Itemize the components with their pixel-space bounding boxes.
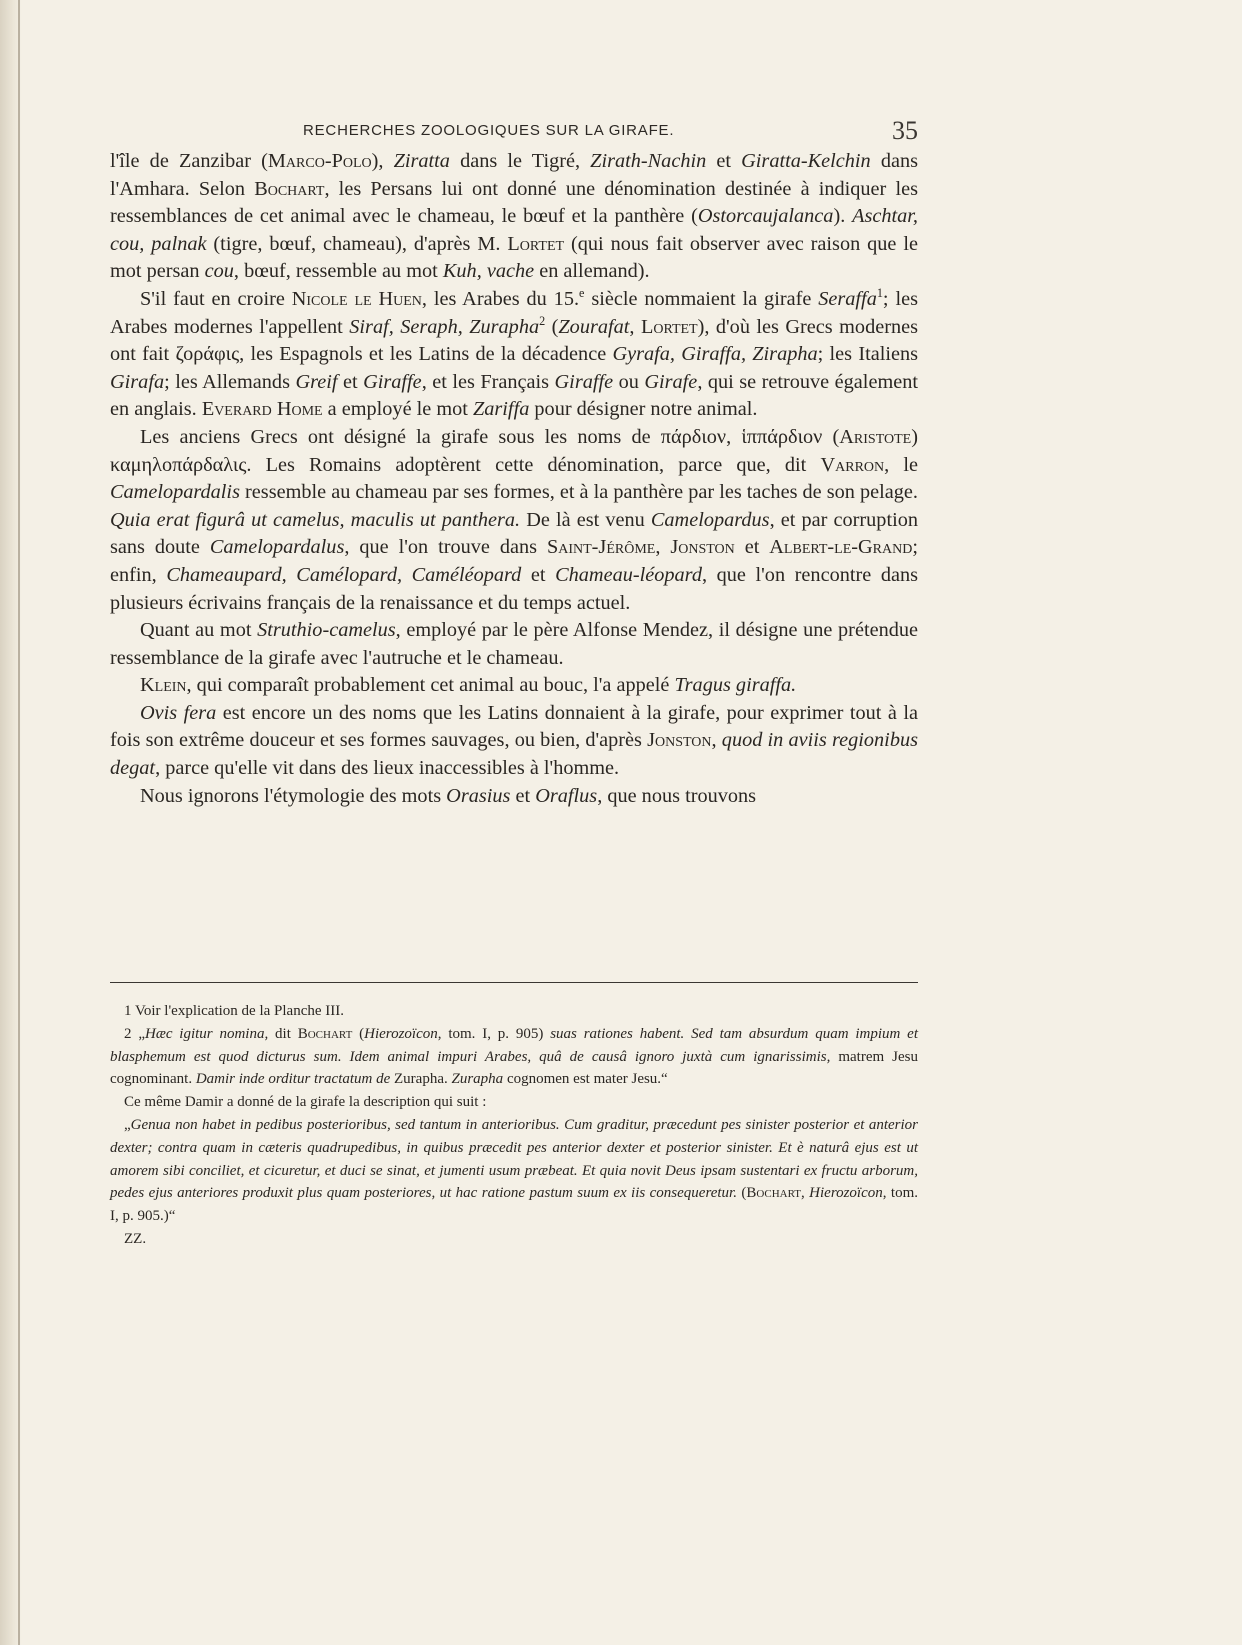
text-run: , que nous trouvons bbox=[597, 784, 757, 807]
text-run: , que l'on trouve dans bbox=[344, 536, 547, 559]
paragraph-6 bbox=[110, 700, 918, 783]
text-run: ; les Allemands bbox=[164, 370, 296, 393]
text-run: Les anciens Grecs ont désigné la girafe sous les noms de πάρδιον, ἱππάρδιον ( bbox=[140, 425, 840, 448]
footnote-1: 1 Voir l'explication de la Planche III. bbox=[124, 1003, 345, 1019]
text-run: matrem Jesu cognominant. bbox=[110, 1048, 918, 1088]
text-run: S'il faut en croire bbox=[140, 287, 292, 310]
latin-quote: quod in aviis regionibus degat bbox=[110, 729, 918, 780]
text-run: pour désigner notre animal. bbox=[529, 398, 758, 421]
text-run: ou bbox=[613, 370, 645, 393]
footnote-ref-1[interactable]: 1 bbox=[876, 286, 883, 301]
text-run: dans le Tigré, bbox=[449, 150, 591, 172]
term: Zirath-Nachin bbox=[590, 150, 707, 172]
term: Seraffa bbox=[818, 287, 877, 310]
author-name: Marco-Polo bbox=[267, 150, 372, 172]
latin-quote: Hæc igitur nomina, bbox=[144, 1025, 269, 1042]
signature-mark: ZZ. bbox=[124, 1230, 147, 1247]
latin-quote: suas rationes habent. Sed tam absurdum quam impium et blasphemum est quod dicturus sum. Idem animal impuri Arabes, quâ de causâ ignoro juxtà cum ignarissimis, bbox=[110, 1025, 919, 1065]
footnotes bbox=[110, 1000, 918, 1251]
term: Giraffe bbox=[363, 370, 422, 393]
text-run: cognomen est mater Jesu.“ bbox=[503, 1071, 668, 1088]
term: Oraflus bbox=[535, 784, 598, 807]
text-run: , les Arabes du 15. bbox=[421, 287, 580, 310]
text-run: , qui se retrouve également en anglais. bbox=[110, 370, 918, 421]
term: Gyrafa, Giraffa, Zirapha bbox=[612, 343, 818, 366]
term: Zariffa bbox=[472, 398, 530, 421]
text-run: , les Persans lui ont donné une dénomination destinée à indiquer les ressemblances de cet animal avec le chameau, le bœuf et la panthère ( bbox=[110, 177, 918, 228]
text-run: dit bbox=[268, 1025, 298, 1042]
text-run: , qui comparaît probablement cet animal au bouc, l'a appelé bbox=[186, 674, 675, 697]
text-run: , bbox=[629, 315, 641, 338]
author-name: Lortet bbox=[507, 232, 565, 255]
term: Orasius bbox=[446, 784, 511, 807]
text-run: (tigre, bœuf, chameau), d'après M. bbox=[206, 232, 508, 255]
author-name: Bochart bbox=[297, 1025, 353, 1042]
term: Girafe bbox=[644, 370, 698, 393]
latin-quote: Genua non habet in pedibus posterioribus, sed tantum in anterioribus. Cum graditur, præcedunt pes sinister posterior et anterior dexter; contra quam in cæteris quadrupedibus, in quibus præcedit pes anterior dexter et posterior sinister. Et è naturâ ejus est ut amorem sibi conciliet, et cicuretur, et duci se sinat, et jumenti usum præbeat. Et quia novit Deus ipsam sustentari ex fructu arborum, pedes ejus anteriores produxit plus quam posteriores, ut hac ratione pastum suum ex iis consequeretur. bbox=[110, 1116, 918, 1202]
footnote-quote bbox=[110, 1114, 918, 1228]
term: Ostorcaujalanca bbox=[697, 205, 834, 228]
text-run: et bbox=[734, 536, 770, 559]
text-run: , employé par le père Alfonse Mendez, il désigne une prétendue ressemblance de la girafe avec l'autruche et le chameau. bbox=[110, 619, 919, 669]
term: Giratta-Kelchin bbox=[741, 150, 871, 172]
text-run: et bbox=[337, 370, 364, 393]
term: Camelopardus bbox=[650, 508, 770, 531]
latin-quote: Damir inde orditur tractatum de bbox=[195, 1071, 391, 1088]
text-run: , bbox=[655, 536, 671, 559]
footnote-rule bbox=[110, 982, 918, 983]
text-run: et bbox=[706, 150, 742, 172]
author-name: Saint-Jérôme bbox=[546, 536, 656, 559]
paragraph-4 bbox=[110, 617, 918, 672]
term: Tragus giraffa. bbox=[674, 674, 797, 697]
text-run: ( bbox=[545, 315, 559, 338]
text-run: ( bbox=[736, 1185, 747, 1202]
footnote-text: Ce même Damir a donné de la girafe la description qui suit : bbox=[124, 1094, 487, 1111]
page-number: 35 bbox=[892, 116, 918, 145]
author-name: Jonston bbox=[670, 536, 735, 559]
text-run: ), bbox=[371, 150, 394, 172]
text-run: l'île de Zanzibar ( bbox=[110, 150, 268, 172]
text-run: , bœuf, ressemble au mot bbox=[233, 260, 443, 283]
text-run: , que l'on rencontre dans plusieurs écrivains français de la renaissance et du temps actuel. bbox=[110, 563, 919, 614]
text-run: 2 „ bbox=[124, 1025, 145, 1042]
author-name: Albert-le-Grand bbox=[769, 536, 913, 559]
paragraph-3 bbox=[110, 424, 918, 617]
running-head-title: RECHERCHES ZOOLOGIQUES SUR LA GIRAFE. bbox=[303, 122, 675, 139]
text-run: , parce qu'elle vit dans des lieux inaccessibles à l'homme. bbox=[155, 757, 620, 780]
term: Siraf, Seraph, Zurapha bbox=[349, 315, 540, 338]
text-run: en allemand). bbox=[534, 260, 650, 283]
author-name: Bochart bbox=[746, 1185, 801, 1202]
term: Camelopardalus bbox=[209, 536, 345, 559]
text-run: Quant au mot bbox=[140, 619, 258, 642]
text-run: ) καμηλοπάρδαλις. Les Romains adoptèrent cette dénomination, parce que, dit bbox=[110, 425, 918, 476]
author-name: Klein bbox=[140, 674, 187, 697]
paragraph-5 bbox=[110, 672, 918, 700]
term: Camelopardalis bbox=[110, 481, 240, 504]
text-run: , et par corruption sans doute bbox=[110, 508, 918, 559]
author-name: Nicole le Huen bbox=[291, 287, 422, 310]
term: cou bbox=[204, 260, 234, 283]
term: Kuh, vache bbox=[442, 260, 535, 283]
author-name: Bochart bbox=[254, 177, 325, 200]
term: Zurapha bbox=[451, 1071, 504, 1088]
author-name: Jonston bbox=[647, 729, 712, 752]
text-run: ( bbox=[352, 1025, 365, 1042]
text-run: ). bbox=[833, 205, 853, 228]
text-run: , bbox=[711, 729, 722, 752]
paragraph-2 bbox=[110, 286, 918, 424]
term: Aschtar, cou, palnak bbox=[110, 205, 918, 255]
text-run: ), d'où les Grecs modernes ont fait ζοράφις, les Espagnols et les Latins de la décadence bbox=[110, 315, 919, 366]
latin-quote: Quia erat figurâ ut camelus, maculis ut panthera. bbox=[110, 508, 521, 531]
book-title: Hierozoïcon bbox=[809, 1185, 883, 1202]
running-head bbox=[110, 116, 918, 146]
term: Chameau-léopard bbox=[555, 563, 702, 586]
binding-edge bbox=[18, 0, 20, 1645]
book-title: Hierozoïcon bbox=[364, 1025, 438, 1042]
term: Struthio-camelus bbox=[257, 619, 396, 642]
term: Ovis fera bbox=[140, 701, 217, 724]
text-run: Nous ignorons l'étymologie des mots bbox=[140, 784, 447, 807]
text-run: ; les Italiens bbox=[817, 343, 919, 366]
text-run: ressemble au chameau par ses formes, et à la panthère par les taches de son pelage. bbox=[239, 481, 918, 504]
text-run: ; enfin, bbox=[110, 536, 918, 586]
text-run: dans l'Amhara. Selon bbox=[110, 150, 919, 200]
paragraph-1 bbox=[110, 148, 918, 286]
text-run: , tom. I, p. 905) bbox=[437, 1025, 551, 1042]
footnote-ref-2[interactable]: 2 bbox=[539, 313, 546, 328]
text-run: et bbox=[521, 563, 556, 586]
text-run: , le bbox=[884, 453, 918, 476]
text-run: „ bbox=[124, 1116, 131, 1133]
text-run: , et les Français bbox=[421, 370, 555, 393]
term: Girafa bbox=[110, 370, 165, 393]
text-run: ; les Arabes modernes l'appellent bbox=[110, 287, 918, 338]
term: Ziratta bbox=[393, 150, 450, 172]
text-run: a employé le mot bbox=[322, 398, 473, 421]
author-name: Varron bbox=[820, 453, 885, 476]
author-name: Everard Home bbox=[201, 398, 323, 421]
superscript: e bbox=[579, 286, 585, 301]
text-run: Zurapha. bbox=[390, 1071, 452, 1088]
main-text bbox=[110, 148, 918, 810]
text-run: est encore un des noms que les Latins donnaient à la girafe, pour exprimer tout à la fois son extrême douceur et ses formes sauvages, ou bien, d'après bbox=[110, 701, 918, 752]
term: Chameaupard, Camélopard, Caméléopard bbox=[166, 563, 522, 586]
text-run: , tom. I, p. 905.)“ bbox=[110, 1185, 919, 1225]
text-run: (qui nous fait observer avec raison que le mot persan bbox=[110, 232, 919, 283]
term: Zourafat bbox=[558, 315, 630, 338]
footnote-2 bbox=[110, 1023, 918, 1091]
text-run: siècle nommaient la girafe bbox=[584, 287, 819, 310]
author-name: Aristote bbox=[839, 425, 912, 448]
term: Greif bbox=[295, 370, 338, 393]
text-run: De là est venu bbox=[520, 508, 651, 531]
text-run: , bbox=[800, 1185, 810, 1202]
paragraph-7 bbox=[110, 783, 918, 811]
author-name: Lortet bbox=[640, 315, 698, 338]
text-run: et bbox=[510, 784, 536, 807]
term: Giraffe bbox=[554, 370, 614, 393]
